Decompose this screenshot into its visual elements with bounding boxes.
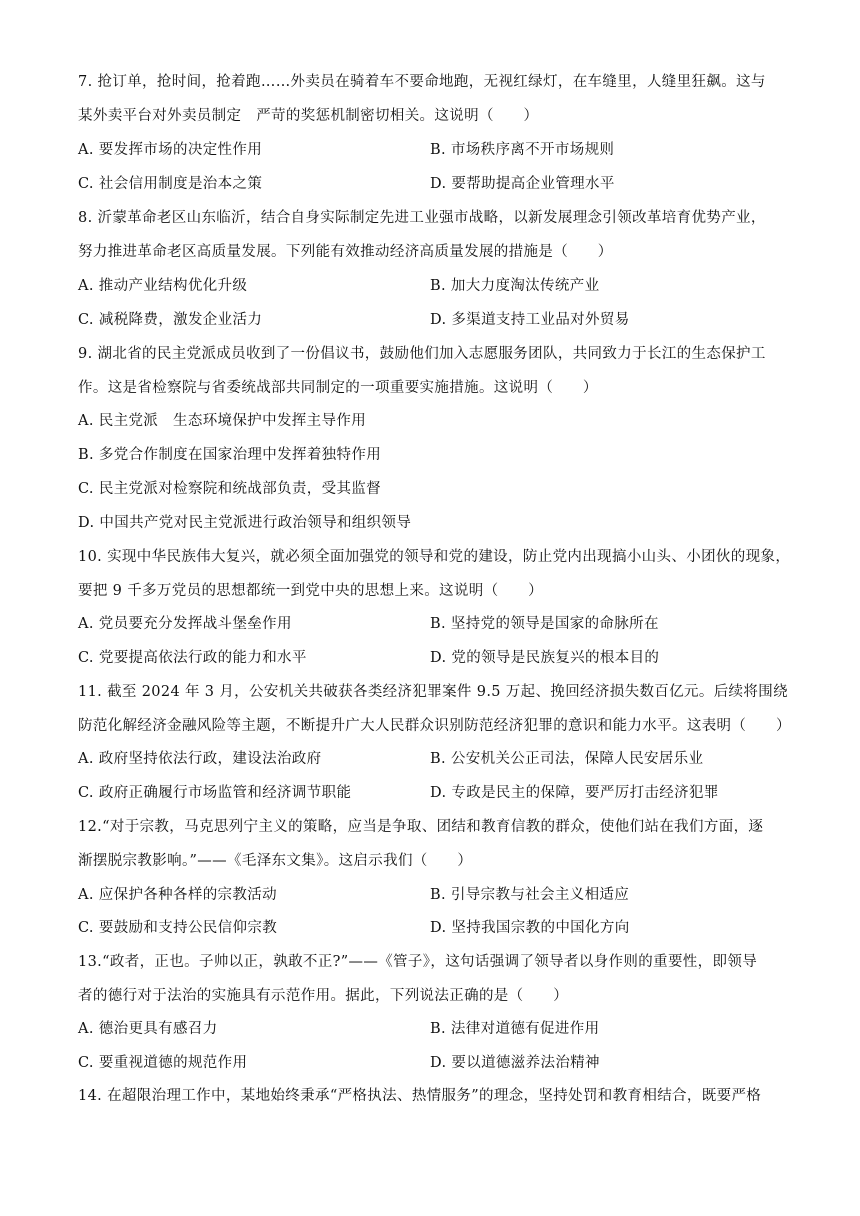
question-13-stem-line-1: 13.“政者，正也。子帅以正，孰敢不正?”——《管子》，这句话强调了领导者以身作则的重要性，即领导 <box>78 954 758 970</box>
question-12-stem-line-1: 12.“对于宗教，马克思列宁主义的策略，应当是争取、团结和教育信教的群众，使他们站在我们方面，逐 <box>78 819 764 835</box>
question-8-option-c[interactable]: C. 减税降费，激发企业活力 <box>78 312 263 328</box>
question-8-stem-line-2: 努力推进革命老区高质量发展。下列能有效推动经济高质量发展的措施是（ ） <box>78 244 613 260</box>
question-7-stem-line-2: 某外卖平台对外卖员制定 严苛的奖惩机制密切相关。这说明（ ） <box>78 108 539 124</box>
question-10-option-b[interactable]: B. 坚持党的领导是国家的命脉所在 <box>430 616 659 632</box>
question-13-stem-line-2: 者的德行对于法治的实施具有示范作用。据此，下列说法正确的是（ ） <box>78 988 569 1004</box>
question-12-option-d[interactable]: D. 坚持我国宗教的中国化方向 <box>430 920 630 936</box>
question-13-option-c[interactable]: C. 要重视道德的规范作用 <box>78 1055 248 1071</box>
question-9-option-b[interactable]: B. 多党合作制度在国家治理中发挥着独特作用 <box>78 447 382 463</box>
question-12-option-c[interactable]: C. 要鼓励和支持公民信仰宗教 <box>78 920 278 936</box>
question-8-option-b[interactable]: B. 加大力度淘汰传统产业 <box>430 278 600 294</box>
question-8-option-d[interactable]: D. 多渠道支持工业品对外贸易 <box>430 312 630 328</box>
question-10-option-d[interactable]: D. 党的领导是民族复兴的根本目的 <box>430 650 660 666</box>
question-11-stem-line-1: 11. 截至 2024 年 3 月，公安机关共破获各类经济犯罪案件 9.5 万起、挽回经济损失数百亿元。后续将围绕 <box>78 684 788 700</box>
question-7-option-d[interactable]: D. 要帮助提高企业管理水平 <box>430 176 615 192</box>
question-9-option-c[interactable]: C. 民主党派对检察院和统战部负责，受其监督 <box>78 481 381 497</box>
question-13-option-b[interactable]: B. 法律对道德有促进作用 <box>430 1021 600 1037</box>
question-7-option-c[interactable]: C. 社会信用制度是治本之策 <box>78 176 263 192</box>
question-11-option-d[interactable]: D. 专政是民主的保障，要严厉打击经济犯罪 <box>430 785 719 801</box>
question-7-option-a[interactable]: A. 要发挥市场的决定性作用 <box>78 142 263 158</box>
question-12-stem-line-2: 渐摆脱宗教影响。”——《毛泽东文集》。这启示我们（ ） <box>78 853 473 869</box>
question-10-stem-line-2: 要把 9 千多万党员的思想都统一到党中央的思想上来。这说明（ ） <box>78 583 543 599</box>
question-12-option-b[interactable]: B. 引导宗教与社会主义相适应 <box>430 887 630 903</box>
question-9-option-a[interactable]: A. 民主党派 生态环境保护中发挥主导作用 <box>78 413 367 429</box>
question-13-option-a[interactable]: A. 德治更具有感召力 <box>78 1021 218 1037</box>
question-11-option-c[interactable]: C. 政府正确履行市场监管和经济调节职能 <box>78 785 352 801</box>
question-11-option-a[interactable]: A. 政府坚持依法行政，建设法治政府 <box>78 751 322 767</box>
question-8-option-a[interactable]: A. 推动产业结构优化升级 <box>78 278 248 294</box>
question-10-option-a[interactable]: A. 党员要充分发挥战斗堡垒作用 <box>78 616 292 632</box>
question-9-stem-line-1: 9. 湖北省的民主党派成员收到了一份倡议书，鼓励他们加入志愿服务团队，共同致力于长江的生态保护工 <box>78 346 766 362</box>
question-7-stem-line-1: 7. 抢订单，抢时间，抢着跑……外卖员在骑着车不要命地跑，无视红绿灯，在车缝里，人缝里狂飙。这与 <box>78 74 766 90</box>
question-9-stem-line-2: 作。这是省检察院与省委统战部共同制定的一项重要实施措施。这说明（ ） <box>78 380 598 396</box>
question-14-stem-line-1: 14. 在超限治理工作中，某地始终秉承“严格执法、热情服务”的理念，坚持处罚和教育相结合，既要严格 <box>78 1088 762 1104</box>
question-10-option-c[interactable]: C. 党要提高依法行政的能力和水平 <box>78 650 307 666</box>
question-9-option-d[interactable]: D. 中国共产党对民主党派进行政治领导和组织领导 <box>78 515 412 531</box>
question-10-stem-line-1: 10. 实现中华民族伟大复兴，就必须全面加强党的领导和党的建设，防止党内出现搞小山头、小团伙的现象， <box>78 549 791 565</box>
question-12-option-a[interactable]: A. 应保护各种各样的宗教活动 <box>78 887 277 903</box>
question-8-stem-line-1: 8. 沂蒙革命老区山东临沂，结合自身实际制定先进工业强市战略，以新发展理念引领改革培育优势产业， <box>78 210 766 226</box>
question-11-stem-line-2: 防范化解经济金融风险等主题，不断提升广大人民群众识别防范经济犯罪的意识和能力水平。这表明（ ） <box>78 718 791 734</box>
question-13-option-d[interactable]: D. 要以道德滋养法治精神 <box>430 1055 600 1071</box>
question-11-option-b[interactable]: B. 公安机关公正司法，保障人民安居乐业 <box>430 751 704 767</box>
question-7-option-b[interactable]: B. 市场秩序离不开市场规则 <box>430 142 615 158</box>
